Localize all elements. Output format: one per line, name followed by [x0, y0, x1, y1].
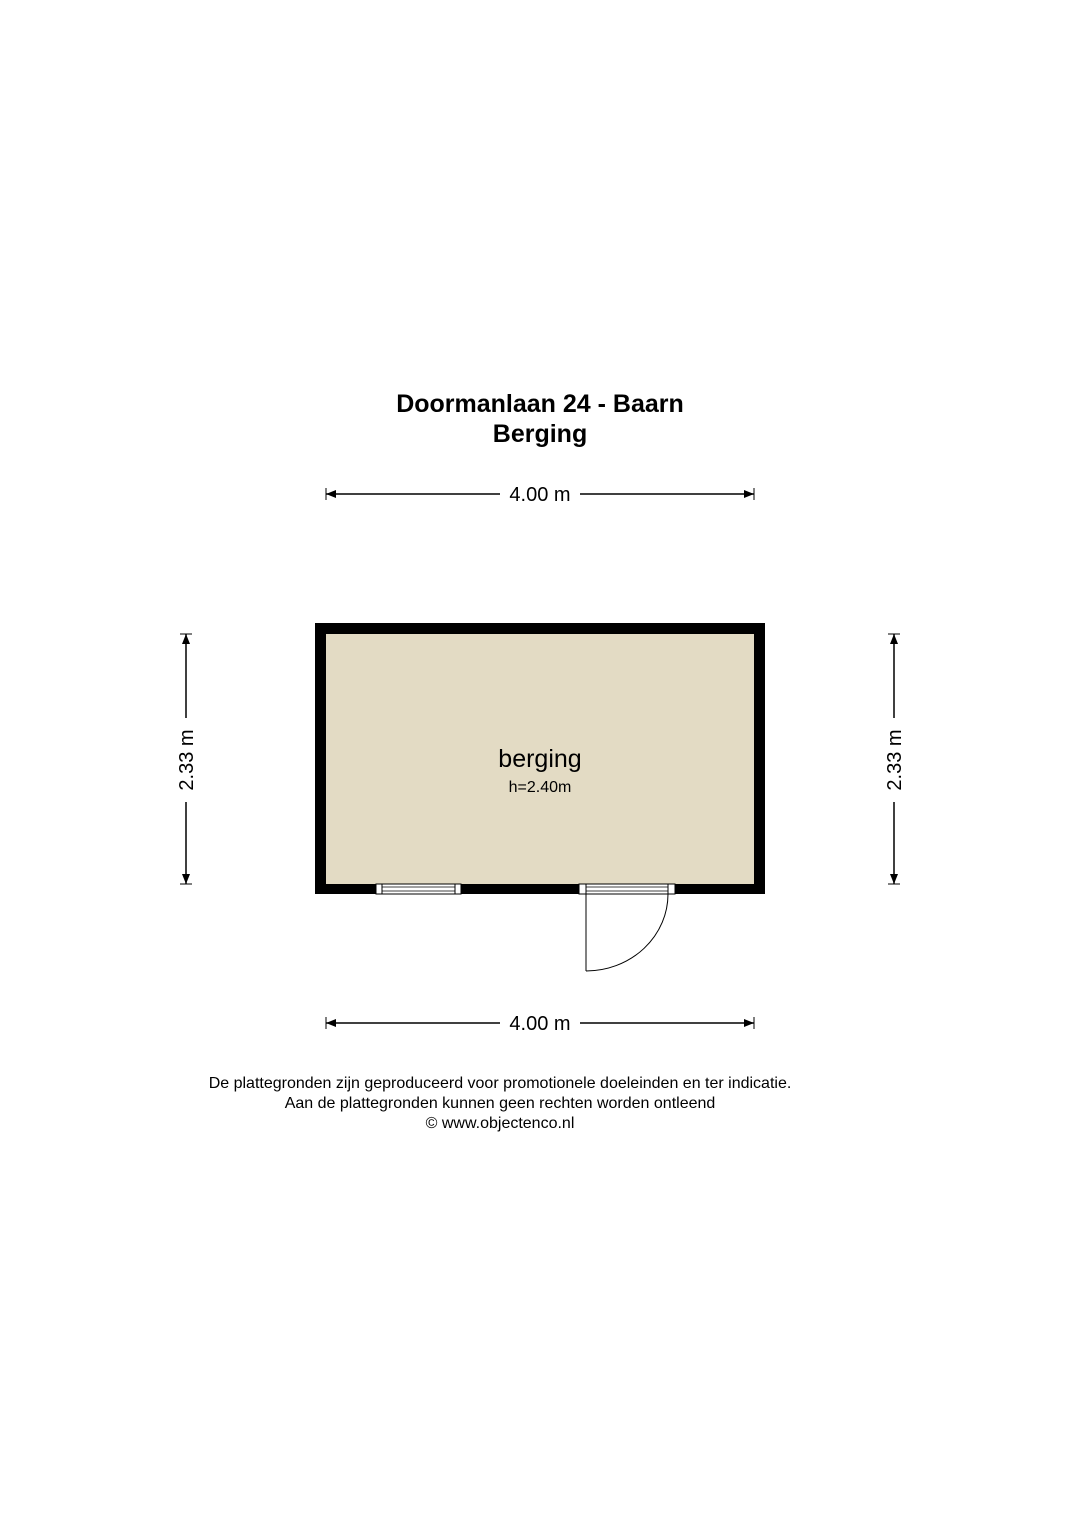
- dimension-bottom: [326, 1013, 754, 1035]
- room-height-label: h=2.40m: [508, 779, 572, 796]
- dimension-bottom-label: 4.00 m: [509, 1013, 571, 1035]
- dimension-top-label: 4.00 m: [509, 484, 571, 506]
- door-swing-arc: [586, 894, 668, 971]
- plan-address-title: Doormanlaan 24 - Baarn: [396, 390, 684, 418]
- disclaimer-line-1: De plattegronden zijn geproduceerd voor promotionele doeleinden en ter indicatie.: [208, 1075, 792, 1092]
- plan-subtitle: Berging: [492, 420, 588, 448]
- copyright-line: © www.objectenco.nl: [425, 1115, 575, 1132]
- dimension-right: [884, 634, 906, 884]
- dimension-top: [326, 484, 754, 506]
- dimension-left: [176, 634, 198, 884]
- room-name-label: berging: [498, 745, 582, 773]
- dimension-left-label: 2.33 m: [176, 729, 198, 791]
- door: [579, 884, 675, 971]
- window: [376, 884, 461, 894]
- disclaimer-line-2: Aan de plattegronden kunnen geen rechten worden ontleend: [284, 1095, 716, 1112]
- dimension-right-label: 2.33 m: [884, 729, 906, 791]
